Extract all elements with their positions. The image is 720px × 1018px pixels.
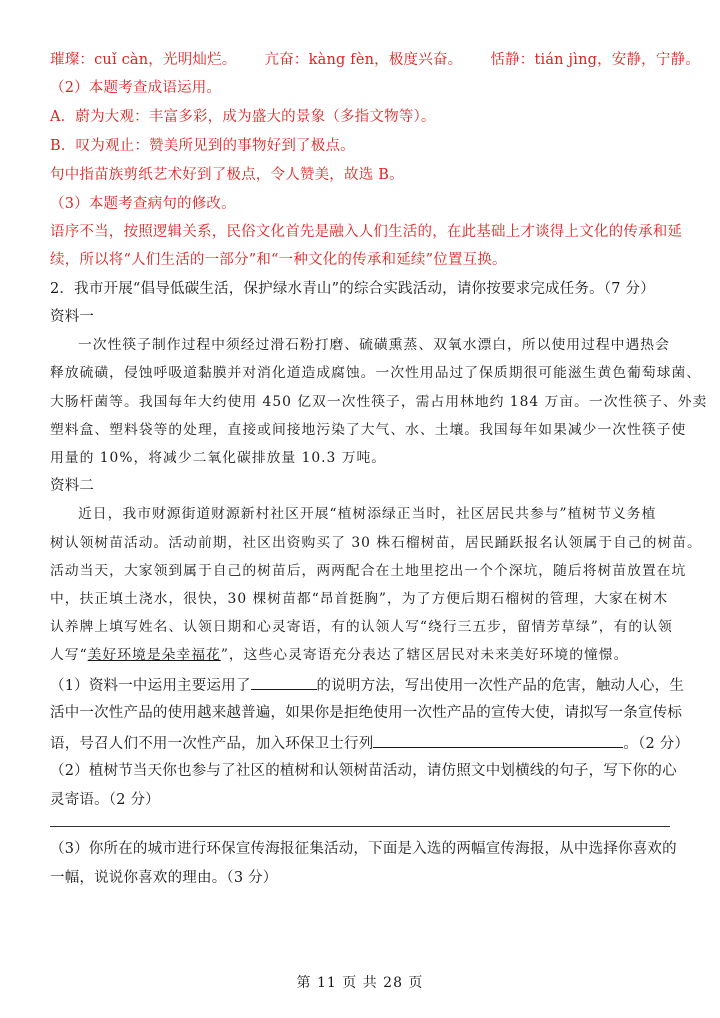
sub-question-1-text-a: （1）资料一中运用主要运用了: [50, 678, 251, 694]
answer-q2-option-a: A．蔚为大观：丰富多彩，成为盛大的景象（多指文物等）。: [50, 109, 436, 125]
material-1-line: 塑料盒、塑料袋等的处理，直接或间接地污染了大气、水、土壤。我国每年如果减少一次性筷子使: [50, 422, 687, 438]
material-2-line: 认养牌上填写姓名、认领日期和心灵寄语，有的认领人写“绕行三五步，留情芳草绿”，有的认领: [50, 619, 673, 635]
material-2-line: 活动当天，大家领到属于自己的树苗后，两两配合在土地里挖出一个个深坑，随后将树苗放置在坑: [50, 563, 687, 579]
sub-question-1-line-3: [50, 732, 690, 754]
material-2-last-suffix: ”，这些心灵寄语充分表达了辖区居民对未来美好环境的憧憬。: [220, 647, 629, 663]
question-2-title: 2．我市开展“倡导低碳生活，保护绿水青山”的综合实践活动，请你按要求完成任务。（7 分）: [50, 281, 655, 297]
material-1-line: 用量的 10%，将减少二氧化碳排放量 10.3 万吨。: [50, 450, 387, 466]
answer-q3-line-2: 续，所以将“人们生活的一部分”和“一种文化的传承和延续”位置互换。: [50, 252, 507, 268]
sub-question-3-line-2: 一幅，说说你喜欢的理由。（3 分）: [50, 870, 278, 886]
material-2-label: 资料二: [50, 478, 95, 494]
sub-question-1-line-2: 活中一次性产品的使用越来越普遍，如果你是拒绝使用一次性产品的宣传大使，请拟写一条宣传标: [50, 705, 683, 721]
sub-question-1-text-d: 。（2 分）: [623, 736, 690, 752]
material-1-label: 资料一: [50, 309, 95, 325]
material-1-line: 释放硫磺，侵蚀呼吸道黏膜并对消化道造成腐蚀。一次性用品过了保质期很可能滋生黄色葡萄球菌、: [50, 365, 702, 381]
answer-line[interactable]: [50, 826, 670, 827]
underlined-sentence: 美好环境是朵幸福花: [87, 647, 221, 663]
material-1-line: 大肠杆菌等。我国每年大约使用 450 亿双一次性筷子，需占用林地约 184 万亩。一次性筷子、外卖: [50, 394, 708, 410]
pinyin-cuican: 璀璨：cuǐ càn，光明灿烂。: [50, 52, 237, 68]
answer-q2-option-b: B．叹为观止：赞美所见到的事物好到了极点。: [50, 138, 355, 154]
pinyin-kangfen: 亢奋：kàng fèn，极度兴奋。: [264, 52, 463, 68]
sub-question-1-text-b: 的说明方法，写出使用一次性产品的危害，触动人心，生: [316, 678, 685, 694]
answer-blank-slogan[interactable]: [373, 732, 623, 748]
material-2-last-line: [50, 645, 672, 665]
page-number: 第 11 页 共 28 页: [296, 975, 424, 991]
sub-question-2-line-1: （2）植树节当天你也参与了社区的植树和认领树苗活动，请仿照文中划横线的句子，写下你的心: [50, 763, 677, 779]
answer-q3-title: （3）本题考查病句的修改。: [50, 196, 236, 212]
sub-question-3-line-1: （3）你所在的城市进行环保宣传海报征集活动，下面是入选的两幅宣传海报，从中选择你喜欢的: [50, 841, 677, 857]
answer-blank-method[interactable]: [251, 674, 317, 690]
pinyin-answers: [50, 50, 700, 70]
sub-question-2-line-2: 灵寄语。（2 分）: [50, 792, 160, 808]
answer-q2-title: （2）本题考查成语运用。: [50, 80, 222, 96]
answer-q2-conclusion: 句中指苗族剪纸艺术好到了极点，令人赞美，故选 B。: [50, 167, 404, 183]
material-2-line: 树认领树苗活动。活动前期，社区出资购买了 30 株石榴树苗，居民踊跃报名认领属于自己的树苗。: [50, 535, 702, 551]
material-1-line: 一次性筷子制作过程中须经过滑石粉打磨、硫磺熏蒸、双氧水漂白，所以使用过程中遇热会: [78, 337, 670, 353]
material-2-line: 中，扶正填土浇水，很快，30 棵树苗都“昂首挺胸”，为了方便后期石榴树的管理，大家在树木: [50, 591, 669, 607]
sub-question-1-line-1: [50, 674, 685, 696]
answer-q3-line-1: 语序不当，按照逻辑关系，民俗文化首先是融入人们生活的，在此基础上才谈得上文化的传承和延: [50, 224, 683, 240]
material-2-line: 近日，我市财源街道财源新村社区开展“植树添绿正当时，社区居民共参与”植树节义务植: [78, 506, 657, 522]
material-2-last-prefix: 人写“: [50, 647, 88, 663]
sub-question-1-text-c: 语，号召人们不用一次性产品，加入环保卫士行列: [50, 736, 374, 752]
pinyin-tianjing: 恬静：tián jìng，安静，宁静。: [490, 52, 700, 68]
